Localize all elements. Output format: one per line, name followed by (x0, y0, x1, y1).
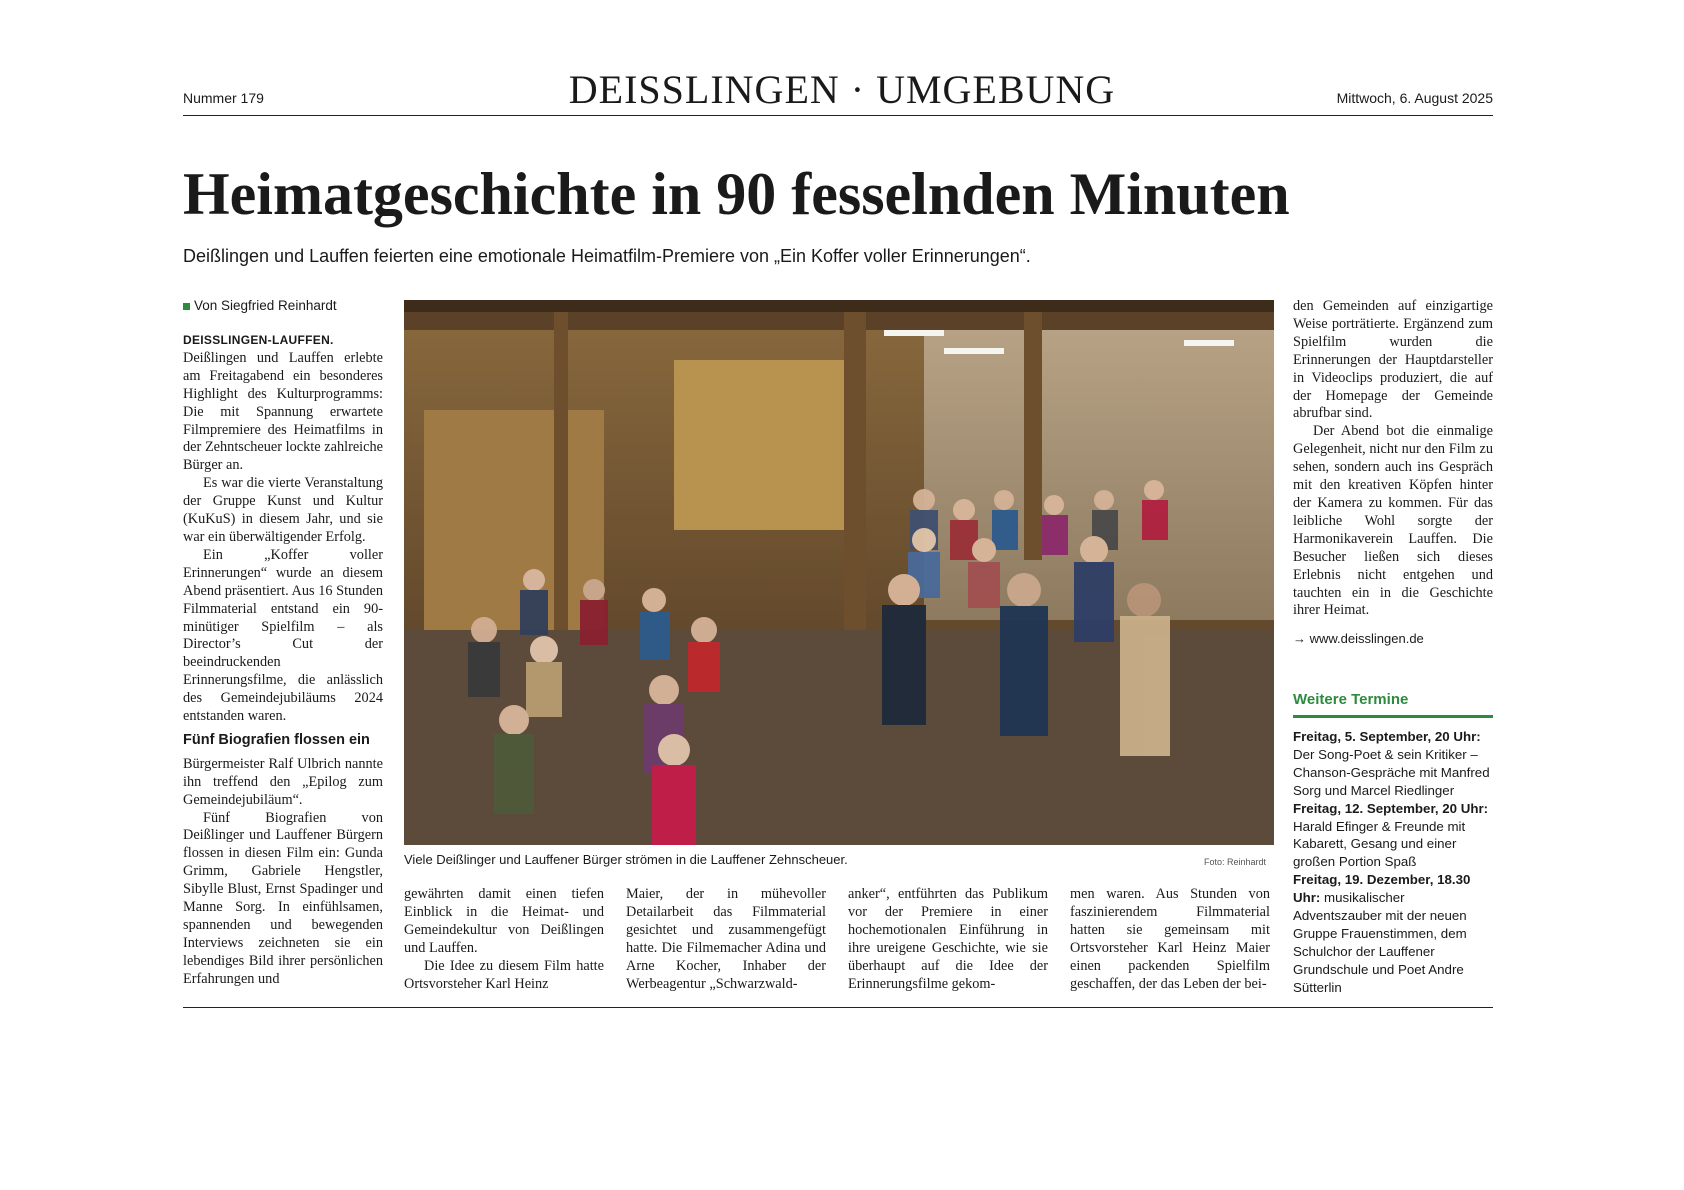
paragraph-6: Die Idee zu diesem Film hatte Ortsvorsteher Karl Heinz (404, 957, 604, 992)
subtitle: Fünf Biografien flossen ein (183, 731, 370, 748)
issue-number: Nummer 179 (183, 90, 264, 106)
termine-title: Weitere Termine (1293, 691, 1409, 708)
paragraph-3: Ein „Koffer voller Erinnerungen“ wurde an diesem Abend präsentiert. Aus 16 Stunden Filmmaterial entstand ein 90-minütiger Spielfilm – als Director’s Cut der beeindruckenden Erinnerungsfilme, die anlässlich des Gemeindejubiläums 2024 entstanden waren. (183, 546, 383, 725)
byline (183, 298, 337, 313)
article-photo (404, 300, 1274, 845)
termine-item (1293, 728, 1493, 800)
termine-date: Freitag, 19. Dezember, 18.30 Uhr: (1293, 872, 1471, 906)
termine-text: Der Song-Poet & sein Kritiker – Chanson-Gespräche mit Manfred Sorg und Marcel Riedlinger (1293, 746, 1490, 798)
termine-item (1293, 871, 1493, 996)
paragraph-6-cont-2: anker“, entführten das Publikum vor der Premiere in einer hochemotionalen Einführung in ihre ureigene Geschichte, wie sie überhaupt auf die Idee der Erinnerungsfilme gekom- (848, 886, 1048, 992)
column-2 (404, 886, 604, 993)
column-6 (1293, 298, 1493, 648)
column-1 (183, 332, 383, 989)
barn-audience-image (404, 300, 1274, 845)
website-link[interactable]: → www.deisslingen.de (1293, 631, 1424, 647)
paragraph-7: Der Abend bot die einmalige Gelegenheit, nicht nur den Film zu sehen, sondern auch ins Gespräch mit den kreativen Köpfen hinter der Kamera zu kommen. Für das leibliche Wohl sorgte der Harmonikaverein Lauffen. Die Besucher ließen sich dieses Erlebnis nicht entgehen und tauchten ein in die Geschichte ihrer Heimat. (1293, 423, 1493, 619)
headline: Heimatgeschichte in 90 fesselnden Minuten (183, 161, 1290, 227)
column-3 (626, 886, 826, 993)
termine-text: Harald Efinger & Freunde mit Kabarett, Gesang und einer großen Portion Spaß (1293, 818, 1466, 870)
paragraph-4: Bürgermeister Ralf Ulbrich nannte ihn treffend den „Epilog zum Gemeindejubiläum“. (183, 755, 383, 808)
subheadline: Deißlingen und Lauffen feierten eine emotionale Heimatfilm-Premiere von „Ein Koffer voller Erinnerungen“. (183, 246, 1031, 266)
issue-date: Mittwoch, 6. August 2025 (1336, 90, 1493, 106)
paragraph-5-cont: gewährten damit einen tiefen Einblick in die Heimat- und Gemeindekultur von Deißlingen und Lauffen. (404, 886, 604, 956)
termine-date: Freitag, 5. September, 20 Uhr: (1293, 729, 1481, 744)
section-title: DEISSLINGEN · UMGEBUNG (568, 67, 1116, 112)
paragraph-6-cont-4: den Gemeinden auf einzigartige Weise porträtierte. Ergänzend zum Spielfilm wurden die Erinnerungen der Hauptdarsteller in Videoclips produziert, die auf der Homepage der Gemeinde abrufbar sind. (1293, 298, 1493, 422)
termine-text: musikalischer Adventszauber mit der neuen Gruppe Frauenstimmen, dem Schulchor der Lauffener Grundschule und Poet Andre Sütterlin (1293, 890, 1467, 995)
top-rule (183, 115, 1493, 116)
termine-date: Freitag, 12. September, 20 Uhr: (1293, 800, 1489, 816)
termine-item (1293, 800, 1493, 872)
column-5 (1070, 886, 1270, 993)
bottom-rule (183, 1007, 1493, 1008)
photo-caption: Viele Deißlinger und Lauffener Bürger strömen in die Lauffener Zehnscheuer. (404, 852, 848, 867)
termine-rule (1293, 715, 1493, 718)
paragraph-6-cont-1: Maier, der in mühevoller Detailarbeit das Filmmaterial gesichtet und zusammengefügt hatte. Die Filmemacher Adina und Arne Kocher, Inhaber der Werbeagentur „Schwarzwald- (626, 886, 826, 992)
termine-list (1293, 728, 1493, 997)
paragraph-1: DEISSLINGEN-LAUFFEN. Deißlingen und Lauffen erlebte am Freitagabend ein besonderes Highlight des Kulturprogramms: Die mit Spannung erwartete Filmpremiere des Heimatfilms in der Zehntscheuer lockte zahlreiche Bürger an. (183, 333, 383, 474)
byline-text: Von Siegfried Reinhardt (194, 298, 337, 313)
paragraph-2: Es war die vierte Veranstaltung der Gruppe Kunst und Kultur (KuKuS) in diesem Jahr, und sie war ein überwältigender Erfolg. (183, 475, 383, 545)
paragraph-5: Fünf Biografien von Deißlinger und Lauffener Bürgern flossen in diesen Film ein: Gunda Grimm, Gabriele Hengstler, Sibylle Blust, Ernst Spadinger und Manne Sorg. In einfühlsamen, spannenden und bewegenden Interviews zeichneten sie ein lebendiges Bild ihrer persönlichen Erfahrungen und (183, 809, 383, 987)
photo-credit: Foto: Reinhardt (1204, 857, 1267, 867)
paragraph-6-cont-3: men waren. Aus Stunden von faszinierendem Filmmaterial hatten sie gemeinsam mit Ortsvorsteher Karl Heinz Maier einen packenden Spielfilm geschaffen, der das Leben der bei- (1070, 886, 1270, 992)
column-4 (848, 886, 1048, 993)
dateline: DEISSLINGEN-LAUFFEN. (183, 333, 334, 347)
byline-marker-icon (183, 303, 190, 310)
